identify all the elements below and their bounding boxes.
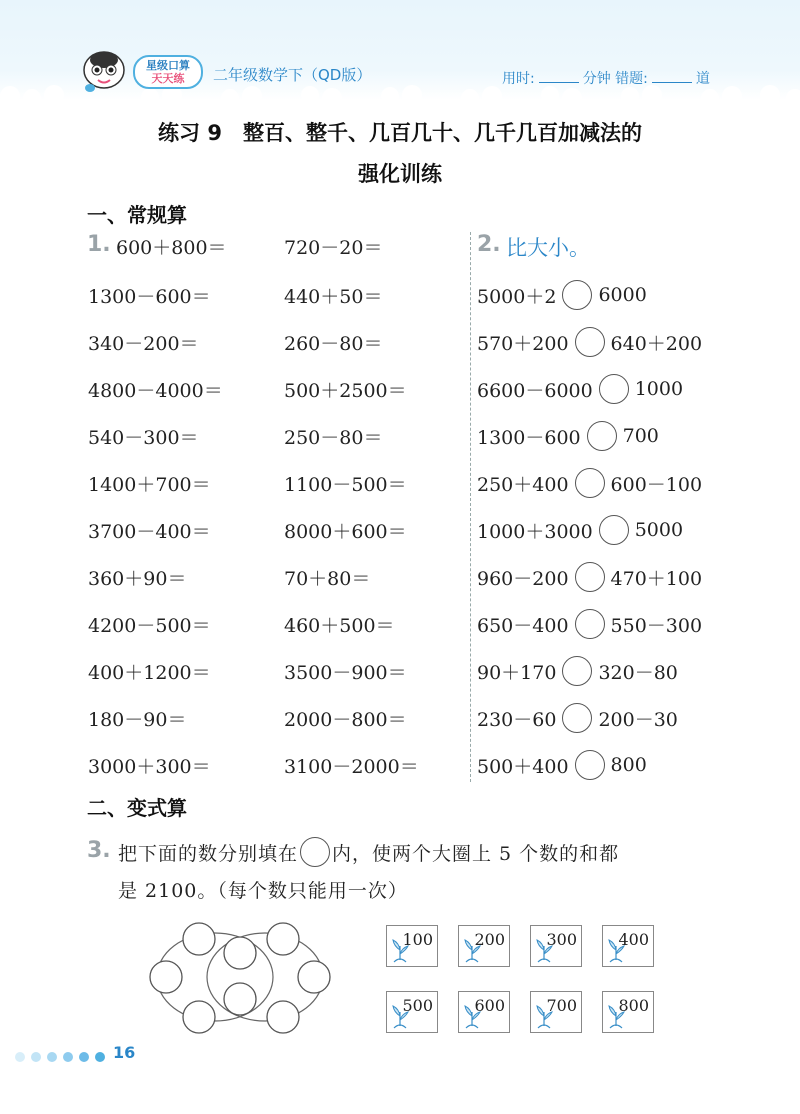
compare-answer-circle[interactable] (575, 327, 605, 357)
number-card[interactable] (530, 925, 582, 967)
compare-row (477, 421, 659, 451)
q2-number: 2. (477, 232, 501, 257)
compare-row (477, 374, 683, 404)
footer-dots-decoration (14, 1050, 109, 1064)
brand-badge-line2: 天天练 (151, 72, 185, 85)
q3-text-line2: 是 2100。（每个数只能用一次） (118, 880, 408, 902)
q1-equation: 4200－500＝ (88, 615, 211, 637)
question-unit: 道 (695, 71, 710, 87)
compare-row (477, 609, 702, 639)
number-card-value: 600 (474, 996, 505, 1015)
page-title-line2: 强化训练 (358, 162, 442, 186)
number-card[interactable] (458, 925, 510, 967)
q3-text-line1 (118, 837, 619, 867)
q1-equation: 180－90＝ (88, 709, 187, 731)
q1-equation: 1100－500＝ (284, 474, 407, 496)
compare-right: 5000 (634, 519, 684, 541)
number-card-value: 700 (546, 996, 577, 1015)
q1-equation: 1400＋700＝ (88, 474, 211, 496)
page-header (0, 0, 800, 100)
q1-equation: 4800－4000＝ (88, 380, 223, 402)
q1-equation: 3500－900＝ (284, 662, 407, 684)
q1-equation: 460＋500＝ (284, 615, 395, 637)
compare-left: 250＋400 (477, 473, 569, 496)
compare-answer-circle[interactable] (562, 280, 592, 310)
number-card[interactable] (386, 925, 438, 967)
q1-equation: 500＋2500＝ (284, 380, 407, 402)
number-card[interactable] (530, 991, 582, 1033)
compare-row (477, 468, 702, 498)
q1-equation: 3700－400＝ (88, 521, 211, 543)
number-card[interactable] (602, 991, 654, 1033)
compare-right: 200－30 (598, 708, 678, 731)
q1-equation: 250－80＝ (284, 427, 383, 449)
number-card-value: 200 (474, 930, 505, 949)
brand-badge-line1: 星级口算 (146, 59, 190, 72)
ring-slot[interactable] (267, 923, 299, 955)
compare-answer-circle[interactable] (575, 468, 605, 498)
ring-slot[interactable] (267, 1001, 299, 1033)
ring-slot[interactable] (224, 983, 256, 1015)
compare-answer-circle[interactable] (575, 609, 605, 639)
number-card-value: 100 (402, 930, 433, 949)
compare-row (477, 703, 678, 733)
ring-slot[interactable] (298, 961, 330, 993)
number-card[interactable] (602, 925, 654, 967)
q3-text-a: 把下面的数分别填在 (118, 843, 299, 865)
q1-equation: 540－300＝ (88, 427, 199, 449)
ring-slot[interactable] (183, 923, 215, 955)
compare-right: 700 (622, 425, 659, 447)
q2-title: 比大小。 (506, 236, 590, 260)
ring-slot[interactable] (150, 961, 182, 993)
ring-slot[interactable] (224, 937, 256, 969)
section1-heading: 一、常规算 (87, 203, 187, 227)
compare-answer-circle[interactable] (575, 750, 605, 780)
brand-badge (133, 55, 203, 89)
page-number: 16 (113, 1043, 136, 1062)
number-card-value: 300 (546, 930, 577, 949)
q1-equation: 360＋90＝ (88, 568, 187, 590)
q1-equation: 2000－800＝ (284, 709, 407, 731)
compare-right: 600－100 (610, 473, 703, 496)
compare-answer-circle[interactable] (599, 374, 629, 404)
q1-equation: 340－200＝ (88, 333, 199, 355)
number-card[interactable] (386, 991, 438, 1033)
compare-right: 6000 (598, 284, 647, 306)
compare-right: 470＋100 (610, 567, 703, 590)
q1-equation: 70＋80＝ (284, 568, 371, 590)
q1-equation: 260－80＝ (284, 333, 383, 355)
q3-text-b: 内，使两个大圈上 5 个数的和都 (332, 843, 620, 865)
compare-right: 550－300 (610, 614, 703, 637)
time-blank[interactable] (539, 82, 579, 83)
compare-row (477, 280, 647, 310)
number-card-value: 500 (402, 996, 433, 1015)
number-card-value: 800 (618, 996, 649, 1015)
compare-row (477, 327, 702, 357)
q1-equation: 600＋800＝ (116, 237, 227, 259)
compare-left: 90＋170 (477, 661, 557, 684)
q1-equation: 400＋1200＝ (88, 662, 211, 684)
ring-diagram (140, 915, 340, 1045)
errors-blank[interactable] (652, 82, 692, 83)
compare-left: 570＋200 (477, 332, 569, 355)
q1-equation: 440＋50＝ (284, 286, 383, 308)
column-divider (470, 232, 471, 782)
number-card[interactable] (458, 991, 510, 1033)
compare-right: 640＋200 (610, 332, 703, 355)
compare-answer-circle[interactable] (587, 421, 617, 451)
compare-right: 800 (610, 754, 647, 776)
compare-answer-circle[interactable] (575, 562, 605, 592)
compare-row (477, 562, 702, 592)
minute-label: 分钟 (582, 71, 611, 87)
number-card-value: 400 (618, 930, 649, 949)
compare-row (477, 515, 683, 545)
q3-inline-circle (300, 837, 330, 867)
compare-left: 5000＋2 (477, 285, 557, 308)
q1-equation: 3100－2000＝ (284, 756, 419, 778)
q1-number: 1. (87, 232, 111, 257)
compare-left: 960－200 (477, 567, 569, 590)
compare-left: 230－60 (477, 708, 557, 731)
compare-left: 6600－6000 (477, 379, 593, 402)
compare-answer-circle[interactable] (599, 515, 629, 545)
compare-left: 1000＋3000 (477, 520, 593, 543)
compare-row (477, 750, 647, 780)
q1-equation: 1300－600＝ (88, 286, 211, 308)
timer-record (502, 68, 710, 88)
compare-answer-circle[interactable] (562, 703, 592, 733)
q1-equation: 720－20＝ (284, 237, 383, 259)
compare-right: 320－80 (598, 661, 678, 684)
compare-left: 650－400 (477, 614, 569, 637)
q1-equation: 3000＋300＝ (88, 756, 211, 778)
time-label: 用时: (502, 71, 535, 87)
q3-number: 3. (87, 838, 111, 863)
compare-left: 500＋400 (477, 755, 569, 778)
section2-heading: 二、变式算 (87, 796, 187, 820)
page-title-line1: 练习 9 整百、整千、几百几十、几千几百加减法的 (158, 121, 642, 145)
compare-answer-circle[interactable] (562, 656, 592, 686)
compare-right: 1000 (634, 378, 684, 400)
ring-slot[interactable] (183, 1001, 215, 1033)
errors-label: 错题: (615, 71, 648, 87)
q1-equation: 8000＋600＝ (284, 521, 407, 543)
compare-row (477, 656, 678, 686)
compare-left: 1300－600 (477, 426, 581, 449)
grade-label: 二年级数学下（QD版） (213, 66, 372, 84)
mascot-icon (80, 48, 128, 94)
